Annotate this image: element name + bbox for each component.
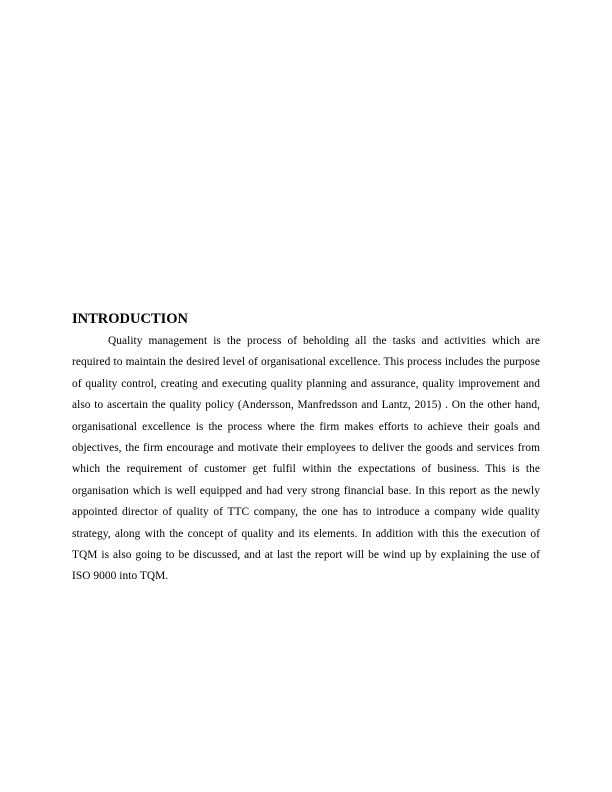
introduction-section (72, 310, 540, 588)
section-heading: INTRODUCTION (72, 311, 189, 327)
introduction-paragraph: Quality management is the process of beholding all the tasks and activities which are required to maintain the desired level of organisational excellence. This process includes the purpose of quality control, creating and executing quality planning and assurance, quality improvement and also to ascertain the quality policy (Andersson, Manfredsson and Lantz, 2015) . On the other hand, organisational excellence is the process where the firm makes efforts to achieve their goals and objectives, the firm encourage and motivate their employees to deliver the goods and services from which the requirement of customer get fulfil within the expectations of business. This is the organisation which is well equipped and had very strong financial base. In this report as the newly appointed director of quality of TTC company, the one has to introduce a company wide quality strategy, along with the concept of quality and its elements. In addition with this the execution of TQM is also going to be discussed, and at last the report will be wind up by explaining the use of ISO 9000 into TQM. (72, 335, 540, 583)
